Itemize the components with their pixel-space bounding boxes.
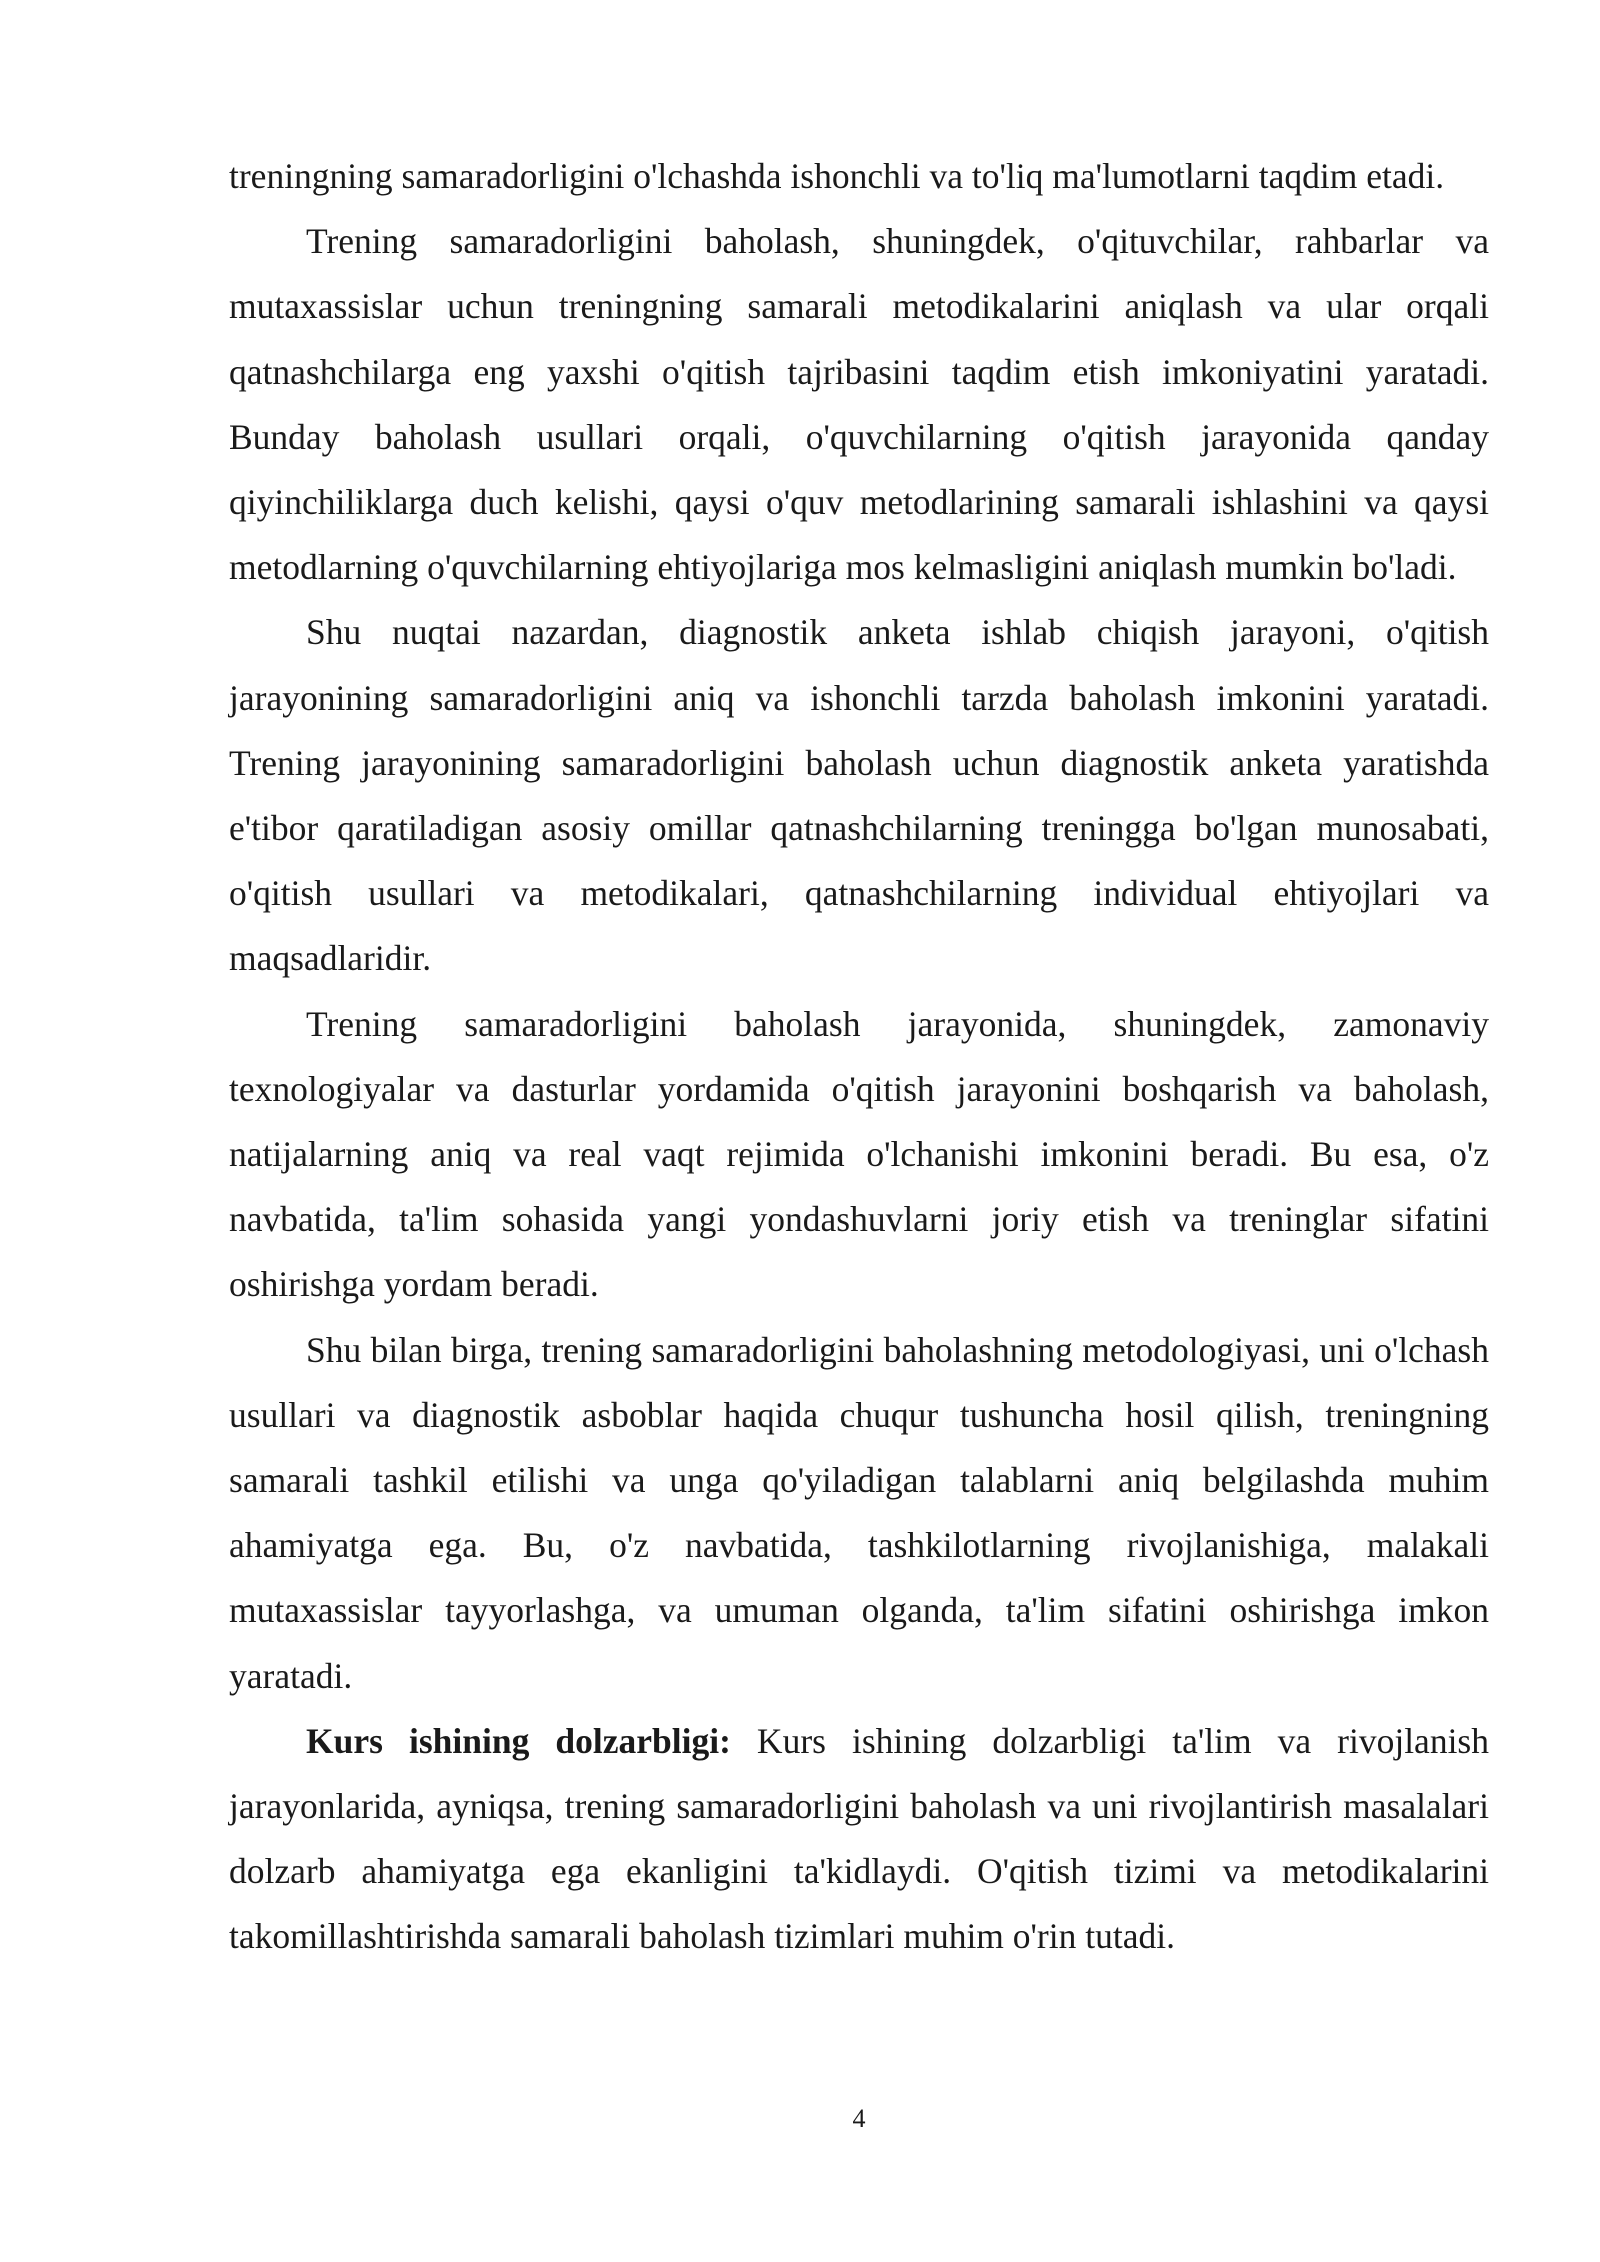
paragraph-3 [229,600,1489,991]
paragraph-4-text: Trening samaradorligini baholash jarayonida, shuningdek, zamonaviy texnologiyalar va dasturlar yordamida o'qitish jarayonini boshqarish va baholash, natijalarning aniq va real vaqt rejimida o'lchanishi imkonini beradi. Bu esa, o'z navbatida, ta'lim sohasida yangi yondashuvlarni joriy etish va treninglar sifatini oshirishga yordam beradi. [229,1003,1489,1305]
paragraph-4 [229,992,1489,1318]
document-body [229,144,1489,1970]
paragraph-2 [229,209,1489,600]
paragraph-2-text: Trening samaradorligini baholash, shuningdek, o'qituvchilar, rahbarlar va mutaxassislar uchun treningning samarali metodikalarini aniqlash va ular orqali qatnashchilarga eng yaxshi o'qitish tajribasini taqdim etish imkoniyatini yaratadi. Bunday baholash usullari orqali, o'quvchilarning o'qitish jarayonida qanday qiyinchiliklarga duch kelishi, qaysi o'quv metodlarining samarali ishlashini va qaysi metodlarning o'quvchilarning ehtiyojlariga mos kelmasligini aniqlash mumkin bo'ladi. [229,221,1489,588]
paragraph-3-text: Shu nuqtai nazardan, diagnostik anketa ishlab chiqish jarayoni, o'qitish jarayonining samaradorligini aniq va ishonchli tarzda baholash imkonini yaratadi. Trening jarayonining samaradorligini baholash uchun diagnostik anketa yaratishda e'tibor qaratiladigan asosiy omillar qatnashchilarning treningga bo'lgan munosabati, o'qitish usullari va metodikalari, qatnashchilarning individual ehtiyojlari va maqsadlaridir. [229,612,1489,979]
paragraph-5-text: Shu bilan birga, trening samaradorligini baholashning metodologiyasi, uni o'lchash usullari va diagnostik asboblar haqida chuqur tushuncha hosil qilish, treningning samarali tashkil etilishi va unga qo'yiladigan talablarni aniq belgilashda muhim ahamiyatga ega. Bu, o'z navbatida, tashkilotlarning rivojlanishiga, malakali mutaxassislar tayyorlashga, va umuman olganda, ta'lim sifatini oshirishga imkon yaratadi. [229,1329,1489,1696]
section-heading-inline: Kurs ishining dolzarbligi: [306,1720,731,1761]
paragraph-5 [229,1318,1489,1709]
paragraph-6 [229,1709,1489,1970]
paragraph-1 [229,144,1489,209]
paragraph-6-text: Kurs ishining dolzarbligi ta'lim va rivojlanish jarayonlarida, ayniqsa, trening samaradorligini baholash va uni rivojlantirish masalalari dolzarb ahamiyatga ega ekanligini ta'kidlaydi. O'qitish tizimi va metodikalarini takomillashtirishda samarali baholash tizimlari muhim o'rin tutadi. [229,1720,1489,1957]
paragraph-1-text: treningning samaradorligini o'lchashda ishonchli va to'liq ma'lumotlarni taqdim etadi. [229,156,1445,196]
page-number: 4 [852,2104,866,2133]
